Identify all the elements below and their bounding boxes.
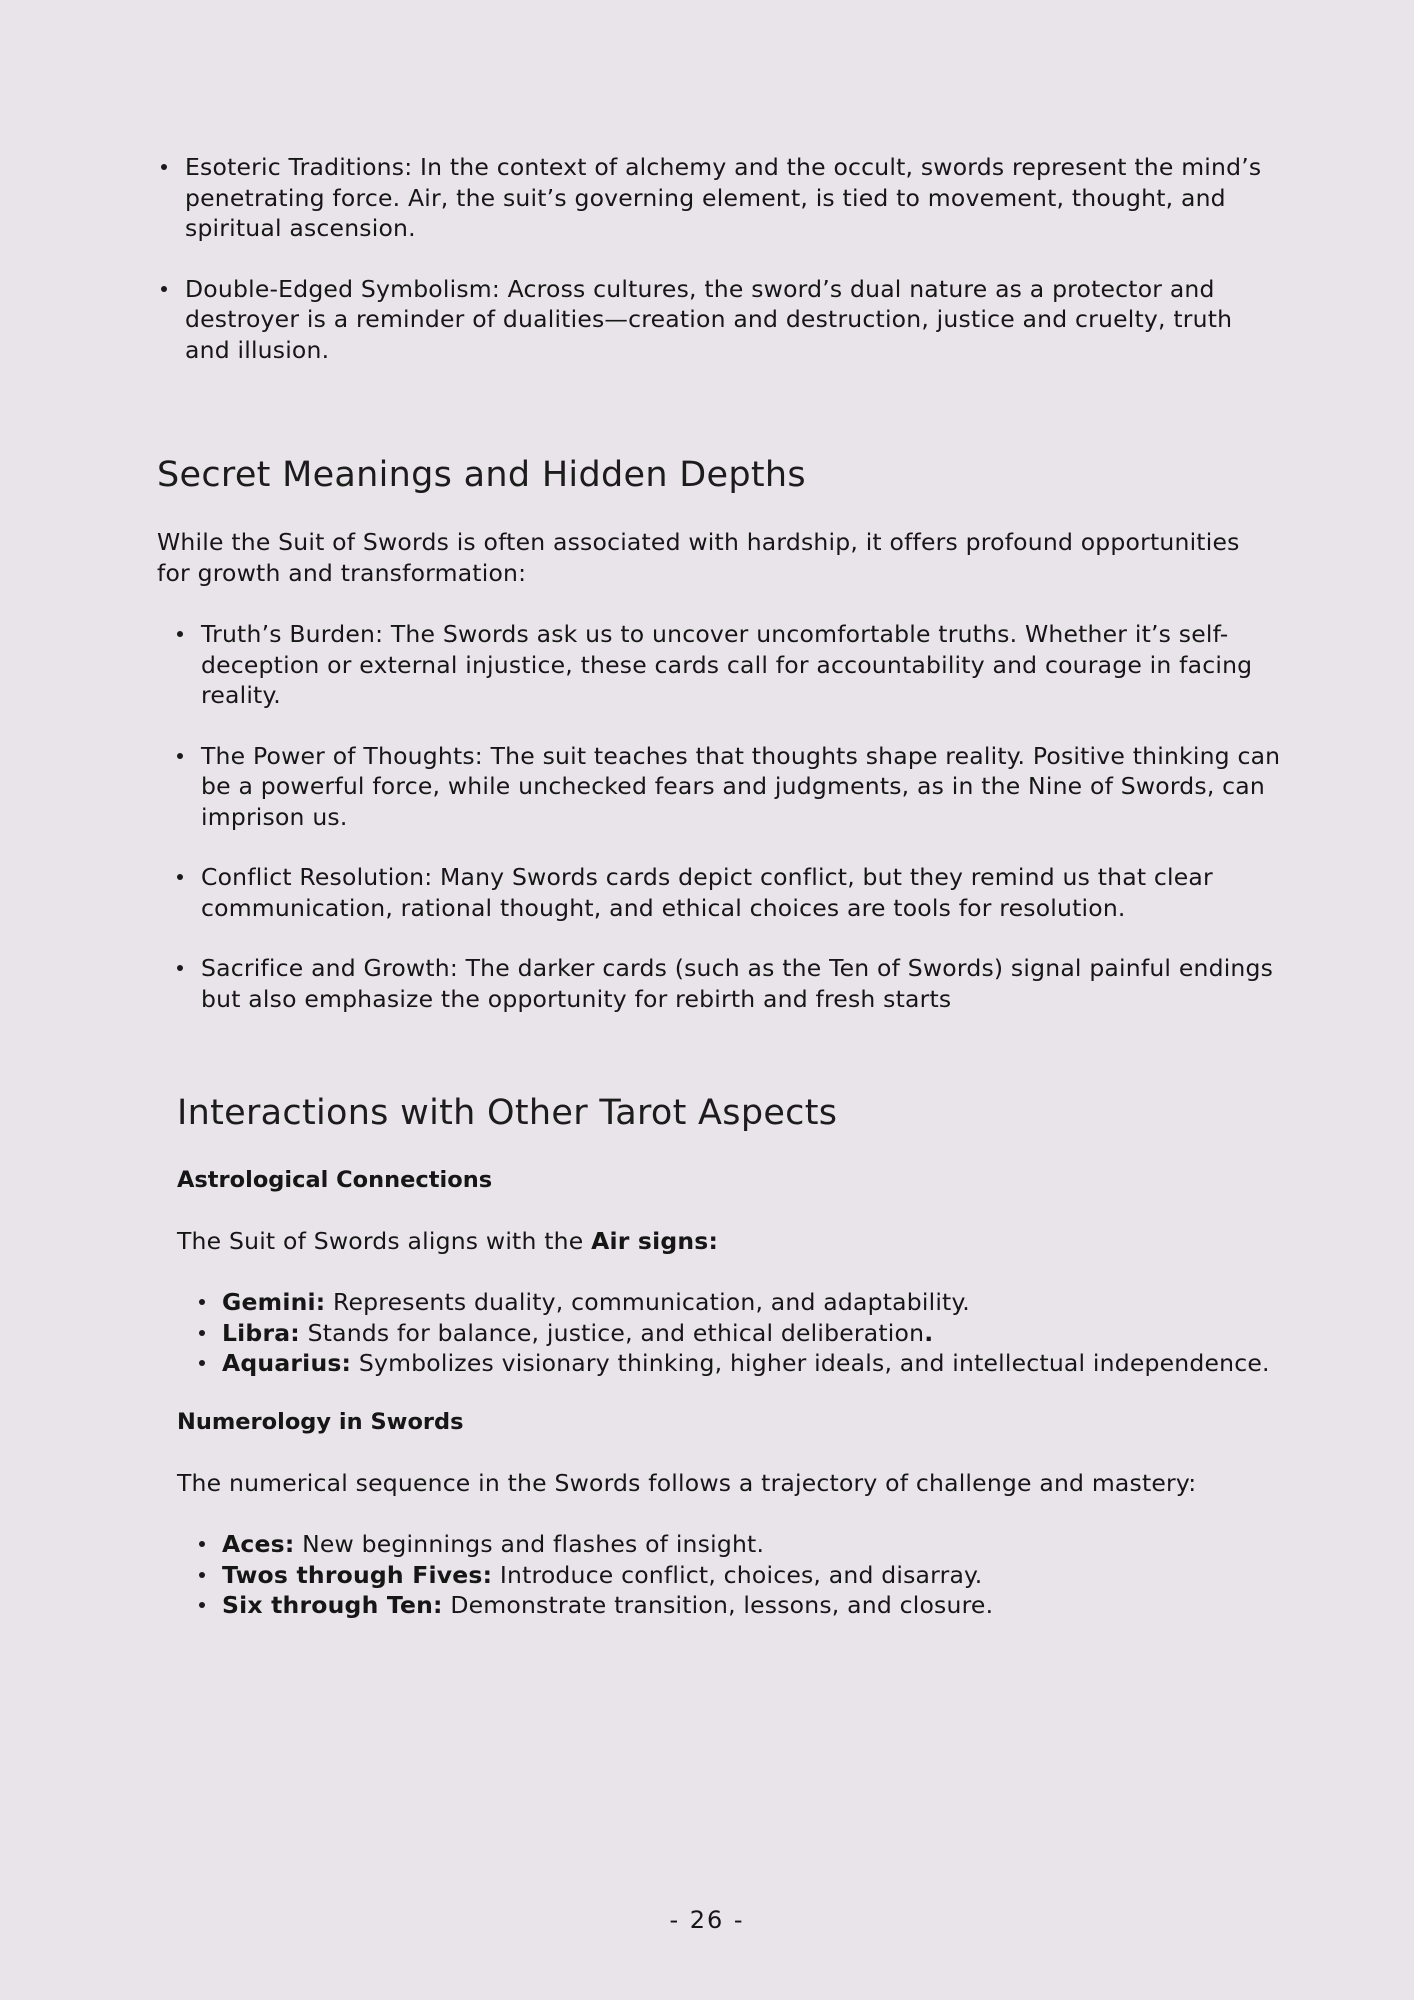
list-item (201, 619, 1281, 711)
list-item-text: Esoteric Traditions: In the context of alchemy and the occult, swords represent the mind’s penetrating force. Air, the suit’s governing element, is tied to movement, thought, and spiritual ascension. (185, 153, 1262, 242)
list-item-desc: Symbolizes visionary thinking, higher ideals, and intellectual independence. (351, 1349, 1270, 1377)
list-item (201, 953, 1281, 1014)
list-item (222, 1348, 1282, 1379)
list-item-trail: . (924, 1318, 934, 1347)
astro-intro-paragraph (177, 1226, 718, 1257)
secret-intro-paragraph: While the Suit of Swords is often associated with hardship, it offers profound opportunities for growth and transformation: (157, 528, 1240, 587)
list-item-text: Truth’s Burden: The Swords ask us to uncover uncomfortable truths. Whether it’s self-deception or external injustice, these cards call for accountability and courage in facing reality. (201, 620, 1253, 709)
subheading-astrological-connections: Astrological Connections (177, 1167, 493, 1193)
bullet-icon (199, 1330, 205, 1336)
list-item-term: Aces: (222, 1530, 295, 1558)
list-item-desc: Introduce conflict, choices, and disarray. (492, 1560, 983, 1589)
list-item-desc: Demonstrate transition, lessons, and closure. (442, 1591, 994, 1619)
astro-intro-bold: Air signs: (591, 1227, 719, 1255)
astro-intro-text: The Suit of Swords aligns with the (177, 1227, 592, 1255)
list-item-term: Gemini: (222, 1288, 326, 1316)
list-item (222, 1287, 1282, 1318)
page-number: - 26 - (669, 1906, 745, 1934)
list-item (222, 1318, 1282, 1349)
numerology-intro-paragraph: The numerical sequence in the Swords follows a trajectory of challenge and mastery: (177, 1469, 1197, 1497)
list-item (201, 741, 1281, 833)
bullet-icon (177, 631, 183, 637)
bullet-icon (161, 164, 167, 170)
bullet-icon (199, 1360, 205, 1366)
list-item-desc: New beginnings and flashes of insight. (294, 1530, 765, 1558)
list-item (185, 152, 1265, 244)
list-item (222, 1529, 1282, 1560)
numerology-list (222, 1529, 1282, 1621)
list-item (222, 1560, 1282, 1591)
list-item-text: Conflict Resolution: Many Swords cards depict conflict, but they remind us that clear communication, rational thought, and ethical choices are tools for resolution. (201, 863, 1213, 922)
list-item-term: Twos through Fives: (222, 1560, 493, 1589)
list-item-term: Libra: (222, 1318, 300, 1347)
bullet-icon (177, 965, 183, 971)
symbolism-list (185, 152, 1265, 365)
list-item-text: The Power of Thoughts: The suit teaches that thoughts shape reality. Positive thinking can be a powerful force, while unchecked fears and judgments, as in the Nine of Swords, can imprison us. (201, 741, 1281, 831)
list-item (201, 862, 1281, 923)
bullet-icon (177, 753, 183, 759)
list-item-term: Aquarius: (222, 1349, 352, 1377)
air-signs-list (222, 1287, 1282, 1379)
list-item-text: Sacrifice and Growth: The darker cards (such as the Ten of Swords) signal painful endings but also emphasize the opportunity for rebirth and fresh starts (201, 954, 1274, 1013)
list-item (222, 1590, 1282, 1621)
list-item-desc: Stands for balance, justice, and ethical deliberation (299, 1318, 925, 1347)
bullet-icon (161, 286, 167, 292)
secret-meanings-list (201, 619, 1281, 1014)
section-heading-secret-meanings: Secret Meanings and Hidden Depths (157, 455, 806, 495)
bullet-icon (199, 1299, 205, 1305)
bullet-icon (177, 874, 183, 880)
bullet-icon (199, 1602, 205, 1608)
bullet-icon (199, 1572, 205, 1578)
list-item-desc: Represents duality, communication, and adaptability. (325, 1288, 970, 1316)
bullet-icon (199, 1541, 205, 1547)
list-item-text: Double-Edged Symbolism: Across cultures, the sword’s dual nature as a protector and destroyer is a reminder of dualities—creation and destruction, justice and cruelty, truth and illusion. (185, 274, 1233, 364)
section-heading-interactions: Interactions with Other Tarot Aspects (177, 1093, 838, 1133)
list-item-term: Six through Ten: (222, 1591, 443, 1619)
subheading-numerology: Numerology in Swords (177, 1409, 464, 1435)
list-item (185, 274, 1265, 366)
